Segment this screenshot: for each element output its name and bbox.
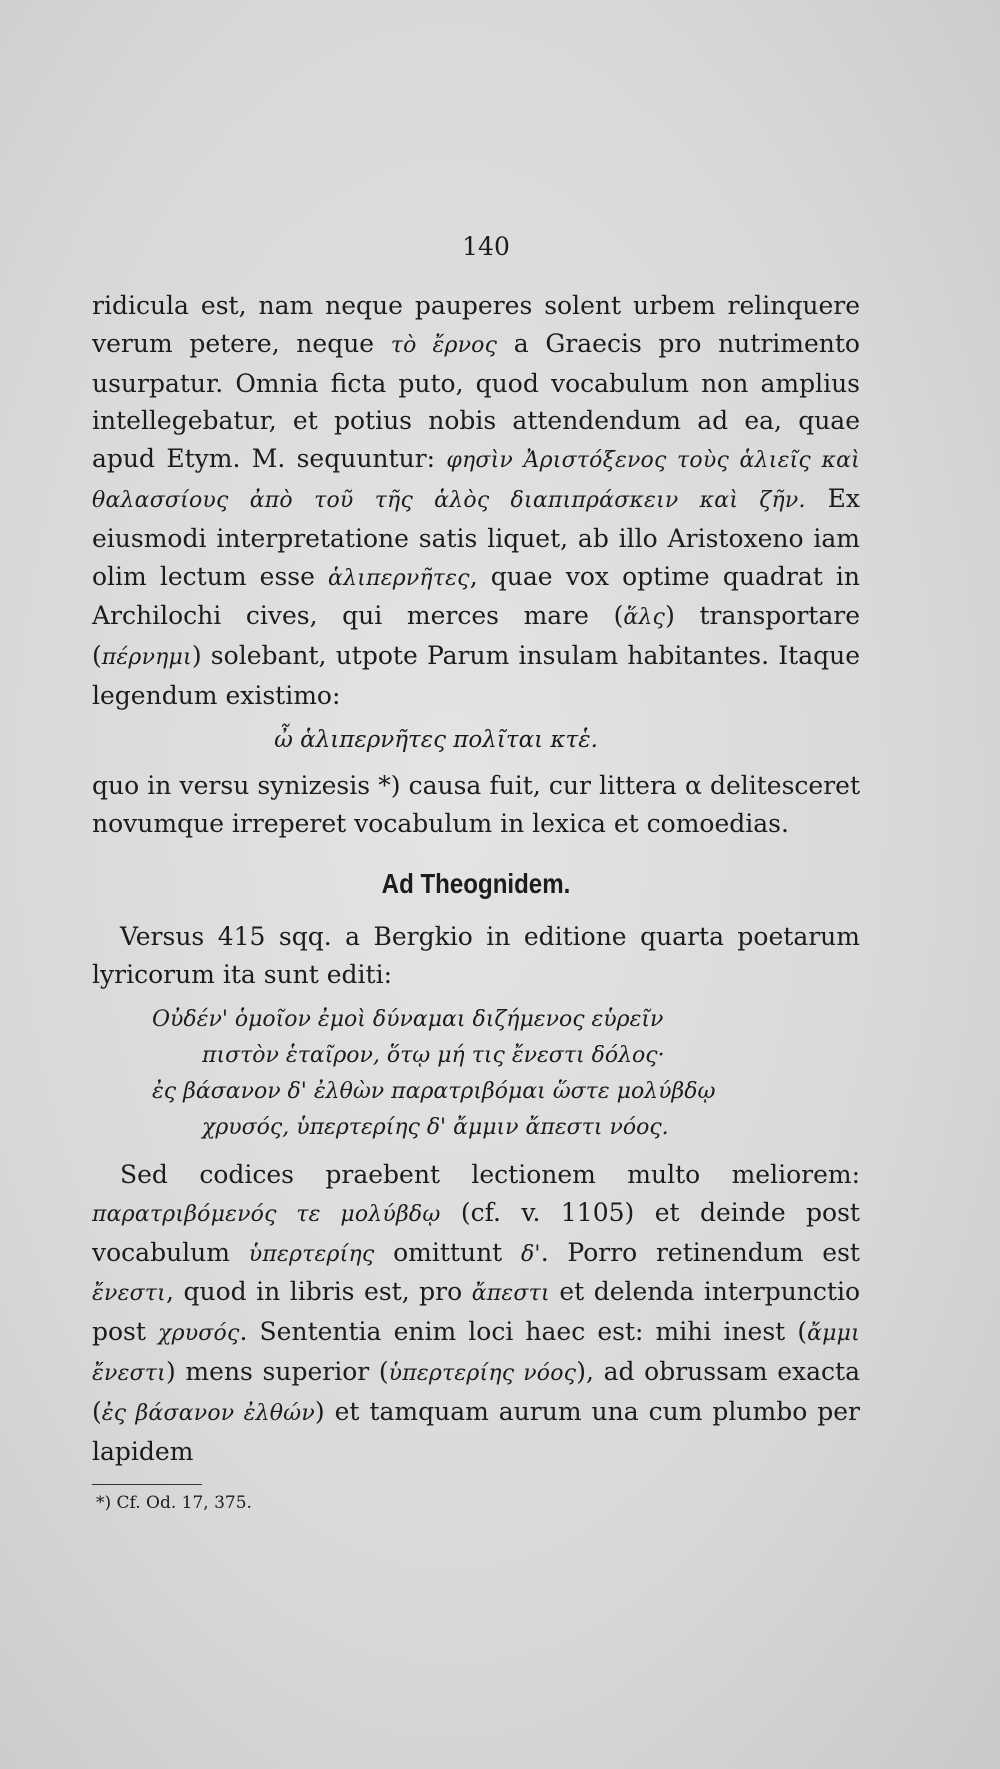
- poem-line: πιστὸν ἑταῖρον, ὅτῳ μή τις ἔνεστι δόλος·: [202, 1042, 665, 1068]
- greek-text: φησὶν Ἀριστόξενος τοὺς ἁλιεῖς καὶ θαλασσίους ἀπὸ τοῦ τῆς ἁλὸς διαπιπράσκειν καὶ ζῆν.: [92, 448, 860, 513]
- paragraph-4: [92, 1156, 860, 1470]
- text-run: ) et tamquam aurum una cum plumbo per lapidem: [92, 1396, 860, 1466]
- text-run: ) solebant, utpote Parum insulam habitantes. Itaque legendum existimo:: [92, 641, 860, 710]
- text-run: (cf. v. 1105) et deinde post vocabulum: [92, 1197, 860, 1267]
- text-run: ridicula est, nam neque pauperes solent urbem relinquere verum petere, neque: [92, 291, 860, 358]
- text-run: a Graecis pro nutrimento usurpatur. Omnia ficta puto, quod vocabulum non amplius intellegebatur, et potius nobis attendendum ad ea, quae apud Etym. M. sequuntur:: [92, 328, 860, 474]
- text-run: omittunt: [374, 1237, 521, 1267]
- poem-block: [92, 1002, 860, 1146]
- greek-text: πέρνημι: [101, 645, 192, 671]
- greek-text: ἐς βάσανον ἐλθών: [101, 1400, 315, 1426]
- footnote-divider: [92, 1484, 202, 1485]
- text-run: , quae vox optime quadrat in Archilochi cives, qui merces mare (: [92, 561, 860, 631]
- text-run: ) transportare (: [92, 601, 860, 671]
- text-run: . Sententia enim loci haec est: mihi inest (: [239, 1317, 808, 1347]
- text-run: ) mens superior (: [166, 1356, 389, 1386]
- greek-text: ὑπερτερίης: [248, 1241, 375, 1267]
- greek-text: ἁλιπερνῆτες: [328, 565, 470, 591]
- text-block: [92, 232, 860, 1513]
- page-number: 140: [462, 232, 510, 261]
- poem-line: χρυσός, ὑπερτερίης δ' ἄμμιν ἄπεστι νόος.: [202, 1114, 669, 1140]
- text-run: ), ad obrussam exacta (: [92, 1356, 860, 1426]
- greek-text: τὸ ἔρνος: [390, 332, 498, 358]
- poem-line: ἐς βάσανον δ' ἐλθὼν παρατριβόμαι ὥστε μολύβδῳ: [152, 1078, 716, 1104]
- greek-text: δ': [520, 1241, 541, 1267]
- paragraph-3: Versus 415 sqq. a Bergkio in editione quarta poetarum lyricorum ita sunt editi:: [92, 922, 860, 990]
- poem-line: Οὐδέν' ὁμοῖον ἐμοὶ δύναμαι διζήμενος εὑρεῖν: [152, 1006, 664, 1032]
- paragraph-2: quo in versu synizesis *) causa fuit, cur littera α delitesceret novumque irreperet vocabulum in lexica et comoedias.: [92, 770, 860, 838]
- section-heading: Ad Theognidem.: [381, 868, 571, 900]
- greek-text: ἅλς: [623, 605, 666, 631]
- greek-text: ἄπεστι: [471, 1281, 550, 1307]
- paragraph-1: [92, 287, 860, 715]
- text-run: et delenda interpunctio post: [92, 1277, 860, 1347]
- greek-text: χρυσός: [158, 1321, 240, 1347]
- greek-text: ὑπερτερίης νόος: [388, 1360, 577, 1386]
- quoted-verse: ὦ ἁλιπερνῆτες πολῖται κτἑ.: [274, 726, 598, 753]
- text-run: Sed codices praebent lectionem multo meliorem:: [120, 1159, 860, 1189]
- text-run: , quod in libris est, pro: [166, 1277, 472, 1307]
- greek-text: ἄμμι ἔνεστι: [92, 1321, 860, 1386]
- footnote: *) Cf. Od. 17, 375.: [96, 1493, 252, 1514]
- greek-text: ἔνεστι: [92, 1281, 166, 1307]
- greek-text: παρατριβόμενός τε μολύβδῳ: [92, 1201, 441, 1227]
- text-run: Ex eiusmodi interpretatione satis liquet, ab illo Aristoxeno iam olim lectum esse: [92, 483, 861, 591]
- text-run: . Porro retinendum est: [540, 1237, 860, 1267]
